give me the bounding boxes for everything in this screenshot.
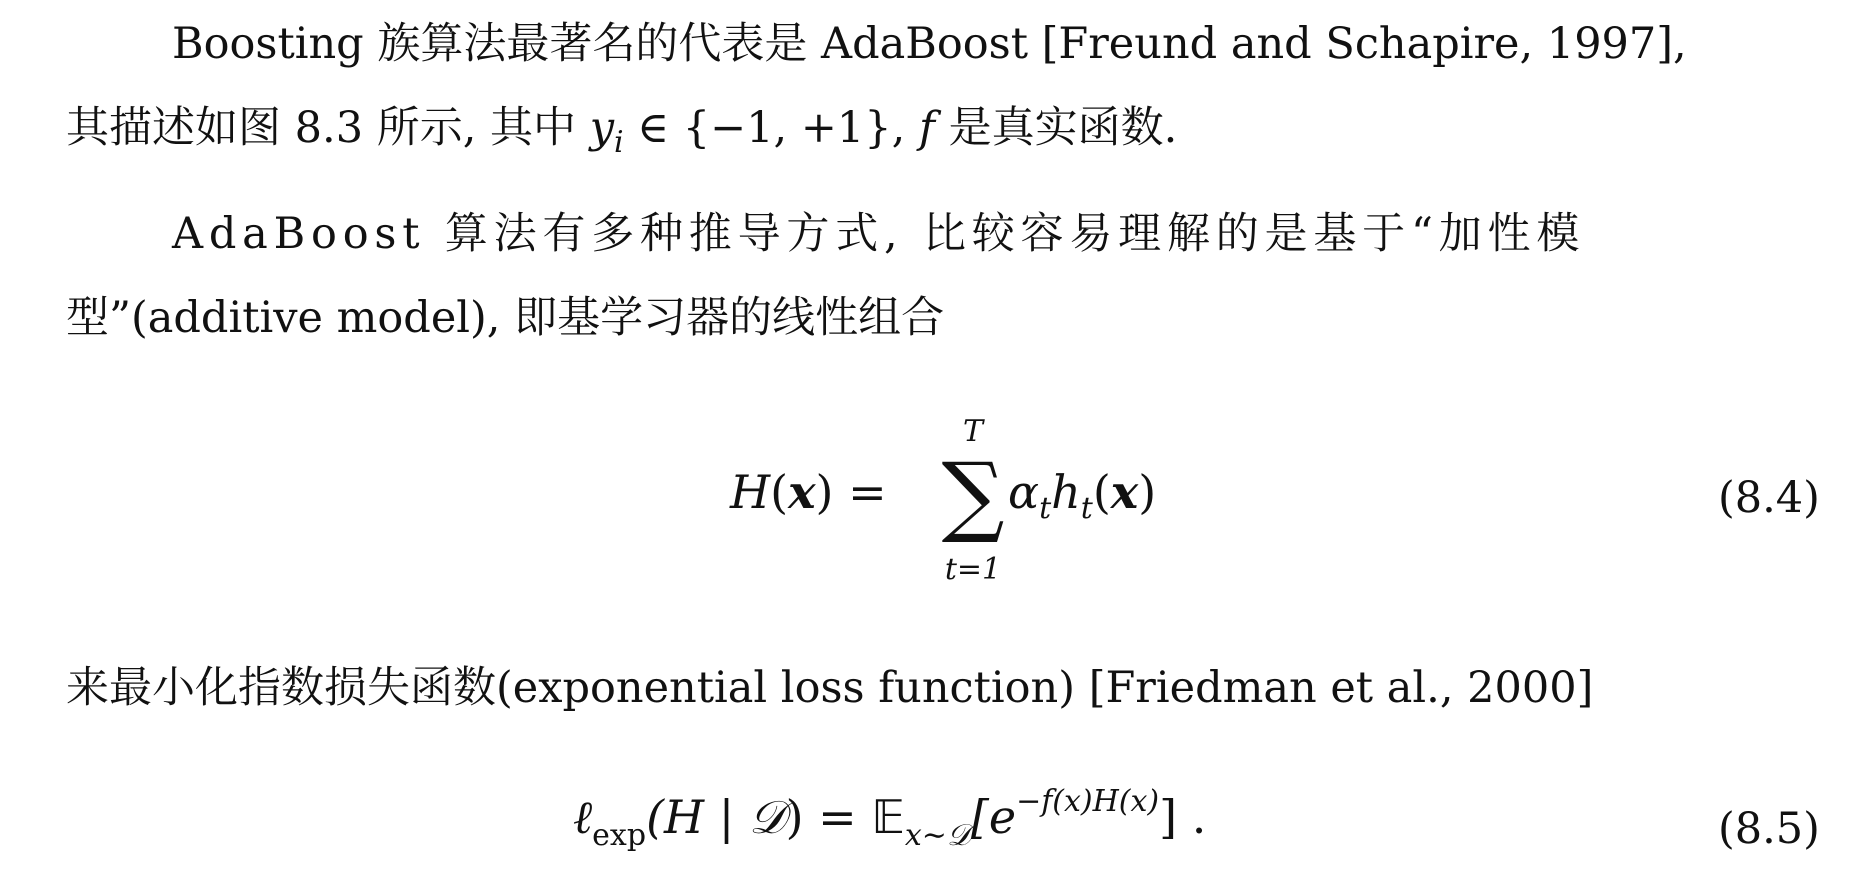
paren-open: ( [1092,465,1111,519]
math-alpha: α [1008,465,1040,519]
math-x-bold: x [1110,465,1139,519]
paragraph2-line1: AdaBoost 算法有多种推导方式, 比较容易理解的是基于“加性模 [172,209,1586,259]
math-ell: ℓ [573,790,593,844]
ell-subscript: exp [592,818,647,853]
sum-upper-limit: T [962,414,983,449]
equation-8-4-rhs [1008,465,1157,526]
math-f: f [918,103,935,153]
paragraph1-line2-suffix: 是真实函数. [934,103,1178,153]
exponent: −f(x)H(x) [1016,784,1160,819]
paragraph1-line1: Boosting 族算法最著名的代表是 AdaBoost [Freund and Schapire, 1997], [172,19,1687,69]
math-h: h [1051,465,1081,519]
paren-close: ) [1138,465,1157,519]
paragraph3-line1: 来最小化指数损失函数(exponential loss function) [Friedman et al., 2000] [66,663,1594,713]
math-calligraphic-D: 𝒟 [748,790,786,844]
equation-number-8-4: (8.4) [1718,473,1820,523]
equation-8-5-lhs: (H | [646,790,749,844]
equation-number-8-5: (8.5) [1718,804,1820,854]
paragraph2-line2: 型”(additive model), 即基学习器的线性组合 [66,293,945,343]
paragraph1-line2-prefix: 其描述如图 8.3 所示, 其中 [66,103,590,153]
expectation-subscript: x∼𝒟 [904,818,971,853]
sum-lower-limit: t=1 [944,552,1002,587]
math-H: H [730,465,771,519]
math-y: y [589,103,615,153]
equation-8-4-lhs [730,465,887,519]
paren-open: ( [770,465,789,519]
paren-close-equals: ) = [815,465,887,519]
bracket-close: ] . [1159,790,1207,844]
sigma-symbol: ∑ [941,443,1005,546]
math-set: ∈ {−1, +1}, [623,103,919,153]
summation [928,414,1018,600]
bracket-open-e: [e [970,790,1017,844]
math-x-bold: x [788,465,816,519]
math-y-subscript: i [614,125,624,160]
equation-8-5 [573,784,1207,853]
math-expectation-E: 𝔼 [871,790,905,844]
paragraph1-line2 [66,100,1177,161]
h-subscript: t [1080,491,1093,526]
paren-close-equals: ) = [785,790,872,844]
alpha-subscript: t [1039,491,1052,526]
